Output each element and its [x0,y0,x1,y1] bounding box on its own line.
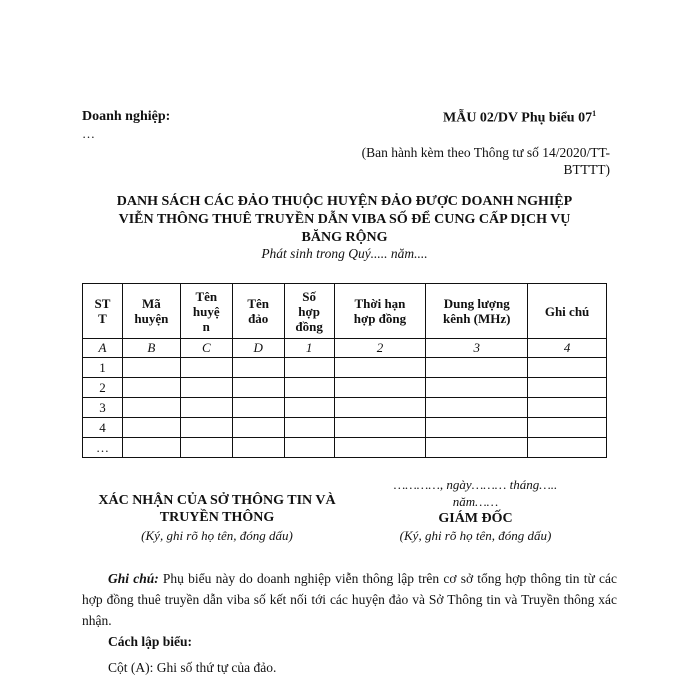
method-heading: Cách lập biểu: [108,634,193,649]
table-row [83,398,607,418]
document-title [82,193,607,247]
date-line: …………, ngày……… tháng….. [393,477,558,492]
footnote-marker: 1 [592,109,597,118]
column-code: 3 [426,339,528,358]
row-number: 1 [83,358,123,378]
table-row [83,418,607,438]
title-line-3: BĂNG RỘNG [301,230,388,245]
row-number: … [83,438,123,458]
date-line-year: năm…… [452,494,499,509]
column-code: 1 [284,339,334,358]
confirmation-title-line-1: XÁC NHẬN CỦA SỞ THÔNG TIN VÀ [98,493,336,508]
table-row [83,378,607,398]
director-signature-note: (Ký, ghi rõ họ tên, đóng dấu) [399,528,552,543]
org-placeholder: … [82,126,95,141]
column-code: 4 [528,339,607,358]
issued-line-2: BTTTT) [563,162,610,177]
title-line-1: DANH SÁCH CÁC ĐẢO THUỘC HUYỆN ĐẢO ĐƯỢC DOANH NGHIỆP [116,194,573,209]
header-stt: ST T [83,284,123,339]
column-code: B [122,339,180,358]
issued-line-1: (Ban hành kèm theo Thông tư số 14/2020/TT- [361,145,610,160]
confirmation-title [82,492,352,526]
org-label: Doanh nghiệp: [82,109,171,124]
header-island-name: Tên đảo [232,284,284,339]
header-district-name: Tên huyệ n [180,284,232,339]
column-a-instruction: Cột (A): Ghi số thứ tự của đảo. [108,660,277,675]
column-code: C [180,339,232,358]
header-district-code: Mã huyện [122,284,180,339]
issued-by-note [330,144,610,178]
note-text: Phụ biểu này do doanh nghiệp viễn thông lập trên cơ sở tổng hợp thông tin từ các hợp đồng thuê truyền dẫn viba số kết nối tới các huyện đảo và Sở Thông tin và Truyền thông xác nhận. [82,571,617,628]
table-header-row [83,284,607,339]
confirmation-title-line-2: TRUYỀN THÔNG [159,510,275,525]
row-number: 2 [83,378,123,398]
row-number: 4 [83,418,123,438]
form-code [443,109,596,127]
director-title: GIÁM ĐỐC [438,511,513,526]
confirmation-signature-note: (Ký, ghi rõ họ tên, đóng dấu) [141,528,293,543]
header-contract-count: Số hợp đồng [284,284,334,339]
note-paragraph [82,568,617,631]
header-contract-term: Thời hạn hợp đồng [334,284,426,339]
island-table [82,283,607,458]
row-number: 3 [83,398,123,418]
table-row [83,358,607,378]
header-notes: Ghi chú [528,284,607,339]
column-code: D [232,339,284,358]
form-code-text: MẪU 02/DV Phụ biểu 07 [443,110,593,126]
table-row [83,438,607,458]
title-line-2: VIỄN THÔNG THUÊ TRUYỀN DẪN VIBA SỐ ĐỂ CUNG CẤP DỊCH VỤ [118,212,571,227]
header-channel-capacity: Dung lượng kênh (MHz) [426,284,528,339]
column-code: 2 [334,339,426,358]
note-label: Ghi chú: [108,571,159,586]
column-code-row [83,339,607,358]
column-code: A [83,339,123,358]
document-subtitle: Phát sinh trong Quý..... năm.... [261,246,428,261]
